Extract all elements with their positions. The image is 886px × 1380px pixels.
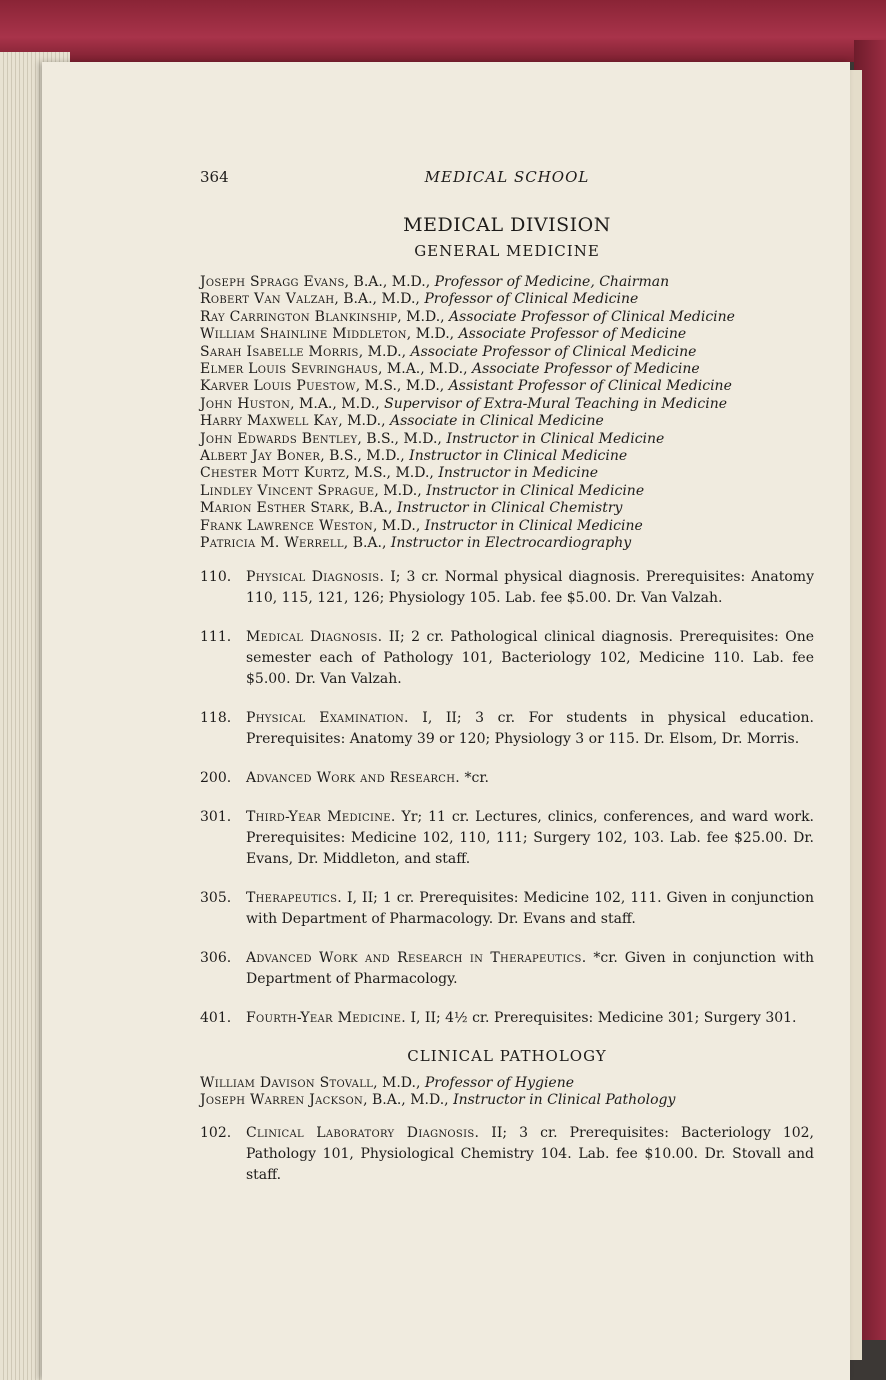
course-description xyxy=(246,948,814,990)
faculty-title: Instructor in Electrocardiography xyxy=(390,535,632,552)
faculty-title: Associate in Clinical Medicine xyxy=(389,413,604,430)
faculty-title: Associate Professor of Clinical Medicine xyxy=(449,308,735,325)
faculty-name: Marion Esther Stark xyxy=(200,500,350,517)
course-entry xyxy=(200,708,814,750)
course-name: Medical Diagnosis. xyxy=(246,628,383,645)
course-name: Third-Year Medicine. xyxy=(246,808,396,825)
faculty-name: Karver Louis Puestow xyxy=(200,378,356,395)
course-number: 401. xyxy=(200,1009,232,1026)
course-number: 305. xyxy=(200,889,232,906)
course-list xyxy=(200,1123,814,1186)
faculty-entry xyxy=(200,378,814,395)
course-description xyxy=(246,888,814,930)
faculty-degrees: , B.A., M.D., xyxy=(344,274,435,290)
faculty-title: Assistant Professor of Clinical Medicine xyxy=(448,378,732,395)
faculty-entry xyxy=(200,396,814,413)
faculty-name: William Shainline Middleton xyxy=(200,326,407,343)
faculty-entry xyxy=(200,500,814,517)
faculty-degrees: , B.S., M.D., xyxy=(320,448,410,465)
course-number: 301. xyxy=(200,808,232,825)
faculty-degrees: , M.D., xyxy=(358,343,411,360)
faculty-title: Instructor in Clinical Medicine xyxy=(446,430,665,447)
faculty-degrees: , M.D., xyxy=(374,482,427,499)
faculty-degrees: , B.A., xyxy=(343,535,391,552)
course-entry xyxy=(200,1008,814,1029)
faculty-entry xyxy=(200,309,814,326)
faculty-entry xyxy=(200,1092,814,1109)
faculty-degrees: , B.S., M.D., xyxy=(357,430,447,447)
faculty-name: Ray Carrington Blankinship xyxy=(200,308,398,325)
faculty-degrees: , M.A., M.D., xyxy=(290,395,385,412)
faculty-degrees: , B.A., xyxy=(349,500,397,517)
course-description xyxy=(246,708,814,750)
faculty-name: Harry Maxwell Kay xyxy=(200,413,339,430)
facing-page-edge xyxy=(850,70,862,1360)
course-list xyxy=(200,567,814,1029)
faculty-entry xyxy=(200,535,814,552)
faculty-entry xyxy=(200,361,814,378)
course-text: *cr. xyxy=(460,769,489,786)
faculty-name: Frank Lawrence Weston xyxy=(200,517,373,534)
course-entry xyxy=(200,567,814,609)
course-name: Advanced Work and Research. xyxy=(246,769,461,786)
faculty-entry xyxy=(200,1075,814,1092)
course-name: Advanced Work and Research in Therapeutics. xyxy=(246,949,587,966)
page-number: 364 xyxy=(200,168,229,186)
faculty-entry xyxy=(200,326,814,343)
faculty-entry xyxy=(200,344,814,361)
course-name: Physical Examination. xyxy=(246,709,409,726)
faculty-entry xyxy=(200,518,814,535)
course-entry xyxy=(200,948,814,990)
faculty-degrees: , M.A., M.D., xyxy=(378,361,473,378)
course-number: 118. xyxy=(200,709,232,726)
faculty-title: Professor of Clinical Medicine xyxy=(424,291,639,308)
course-entry xyxy=(200,768,814,789)
course-text: I, II; 3 cr. For students in physical education. Prerequisites: Anatomy 39 or 120; Physiology 3 or 115. Dr. Elsom, Dr. Morris. xyxy=(246,709,814,747)
faculty-degrees: , M.D., xyxy=(373,1074,425,1091)
faculty-name: Albert Jay Boner xyxy=(200,448,321,465)
course-number: 200. xyxy=(200,769,232,786)
faculty-degrees: , M.D., xyxy=(397,308,450,325)
faculty-title: Instructor in Clinical Chemistry xyxy=(396,500,623,517)
faculty-entry xyxy=(200,274,814,291)
division-title: MEDICAL DIVISION xyxy=(403,214,611,236)
faculty-title: Supervisor of Extra-Mural Teaching in Medicine xyxy=(384,395,728,412)
faculty-title: Instructor in Clinical Medicine xyxy=(409,448,628,465)
course-name: Therapeutics. xyxy=(246,889,343,906)
faculty-list xyxy=(200,274,814,553)
course-text: *cr. Given in conjunction with Department of Pharmacology. xyxy=(246,949,814,987)
faculty-title: Instructor in Clinical Pathology xyxy=(453,1091,676,1108)
course-number: 306. xyxy=(200,949,232,966)
running-title: MEDICAL SCHOOL xyxy=(424,168,590,186)
course-number: 102. xyxy=(200,1125,232,1142)
course-description xyxy=(246,627,814,690)
faculty-entry xyxy=(200,413,814,430)
course-description xyxy=(246,567,814,609)
course-name: Clinical Laboratory Diagnosis. xyxy=(246,1125,480,1142)
faculty-degrees: , M.S., M.D., xyxy=(355,378,449,395)
faculty-title: Associate Professor of Medicine xyxy=(458,326,687,343)
course-description xyxy=(246,1008,814,1029)
faculty-title: Associate Professor of Medicine xyxy=(472,361,700,378)
faculty-degrees: , M.D., xyxy=(372,517,425,534)
course-description xyxy=(246,1123,814,1186)
faculty-list xyxy=(200,1075,814,1110)
faculty-title: Instructor in Medicine xyxy=(438,465,599,482)
faculty-name: Sarah Isabelle Morris xyxy=(200,343,359,360)
faculty-title: Instructor in Clinical Medicine xyxy=(426,482,645,499)
faculty-title: Associate Professor of Clinical Medicine xyxy=(410,343,697,360)
faculty-entry xyxy=(200,483,814,500)
faculty-name: John Huston xyxy=(200,395,291,412)
faculty-name: Joseph Spragg Evans xyxy=(200,274,345,290)
faculty-name: Lindley Vincent Sprague xyxy=(200,482,375,499)
faculty-title: Professor of Medicine, Chairman xyxy=(434,274,670,290)
faculty-name: Patricia M. Werrell xyxy=(200,535,344,552)
faculty-entry xyxy=(200,291,814,308)
course-text: I, II; 1 cr. Prerequisites: Medicine 102, 111. Given in conjunction with Department of Pharmacology. Dr. Evans and staff. xyxy=(246,889,814,927)
faculty-degrees: , B.A., M.D., xyxy=(334,291,425,308)
faculty-entry xyxy=(200,465,814,482)
course-text: I, II; 4½ cr. Prerequisites: Medicine 301; Surgery 301. xyxy=(406,1009,797,1026)
section-heading-clinical-pathology: CLINICAL PATHOLOGY xyxy=(407,1046,607,1065)
faculty-degrees: , M.S., M.D., xyxy=(345,465,439,482)
course-description xyxy=(246,807,814,870)
faculty-name: Elmer Louis Sevringhaus xyxy=(200,361,379,378)
course-entry xyxy=(200,627,814,690)
course-entry xyxy=(200,888,814,930)
faculty-degrees: , B.A., M.D., xyxy=(363,1091,454,1108)
page-content xyxy=(200,168,814,1204)
book-cover-top xyxy=(0,0,886,62)
course-entry xyxy=(200,1123,814,1186)
faculty-entry xyxy=(200,431,814,448)
faculty-name: Joseph Warren Jackson xyxy=(200,1091,364,1108)
course-text: II; 3 cr. Prerequisites: Bacteriology 102, Pathology 101, Physiological Chemistry 104. Lab. fee $10.00. Dr. Stovall and staff. xyxy=(246,1125,814,1184)
faculty-entry xyxy=(200,448,814,465)
faculty-degrees: , M.D., xyxy=(406,326,459,343)
course-text: Yr; 11 cr. Lectures, clinics, conferences, and ward work. Prerequisites: Medicine 102, 110, 111; Surgery 102, 103. Lab. fee $25.00. Dr. Evans, Dr. Middleton, and staff. xyxy=(246,808,814,867)
faculty-name: Chester Mott Kurtz xyxy=(200,465,346,482)
running-head xyxy=(200,168,814,190)
faculty-title: Professor of Hygiene xyxy=(424,1074,575,1091)
faculty-name: John Edwards Bentley xyxy=(200,430,358,447)
section-heading-general-medicine: GENERAL MEDICINE xyxy=(414,242,600,260)
course-number: 110. xyxy=(200,568,232,585)
course-name: Fourth-Year Medicine. xyxy=(246,1009,407,1026)
faculty-degrees: , M.D., xyxy=(338,413,390,430)
course-entry xyxy=(200,807,814,870)
course-name: Physical Diagnosis. xyxy=(246,568,385,585)
faculty-name: Robert Van Valzah xyxy=(200,291,335,308)
faculty-name: William Davison Stovall xyxy=(200,1074,374,1091)
course-number: 111. xyxy=(200,628,232,645)
course-description xyxy=(246,768,814,789)
faculty-title: Instructor in Clinical Medicine xyxy=(424,517,643,534)
course-text: II; 2 cr. Pathological clinical diagnosis. Prerequisites: One semester each of Pathology 101, Bacteriology 102, Medicine 110. Lab. fee $5.00. Dr. Van Valzah. xyxy=(246,628,815,687)
course-text: I; 3 cr. Normal physical diagnosis. Prerequisites: Anatomy 110, 115, 121, 126; Physiology 105. Lab. fee $5.00. Dr. Van Valzah. xyxy=(246,568,814,606)
